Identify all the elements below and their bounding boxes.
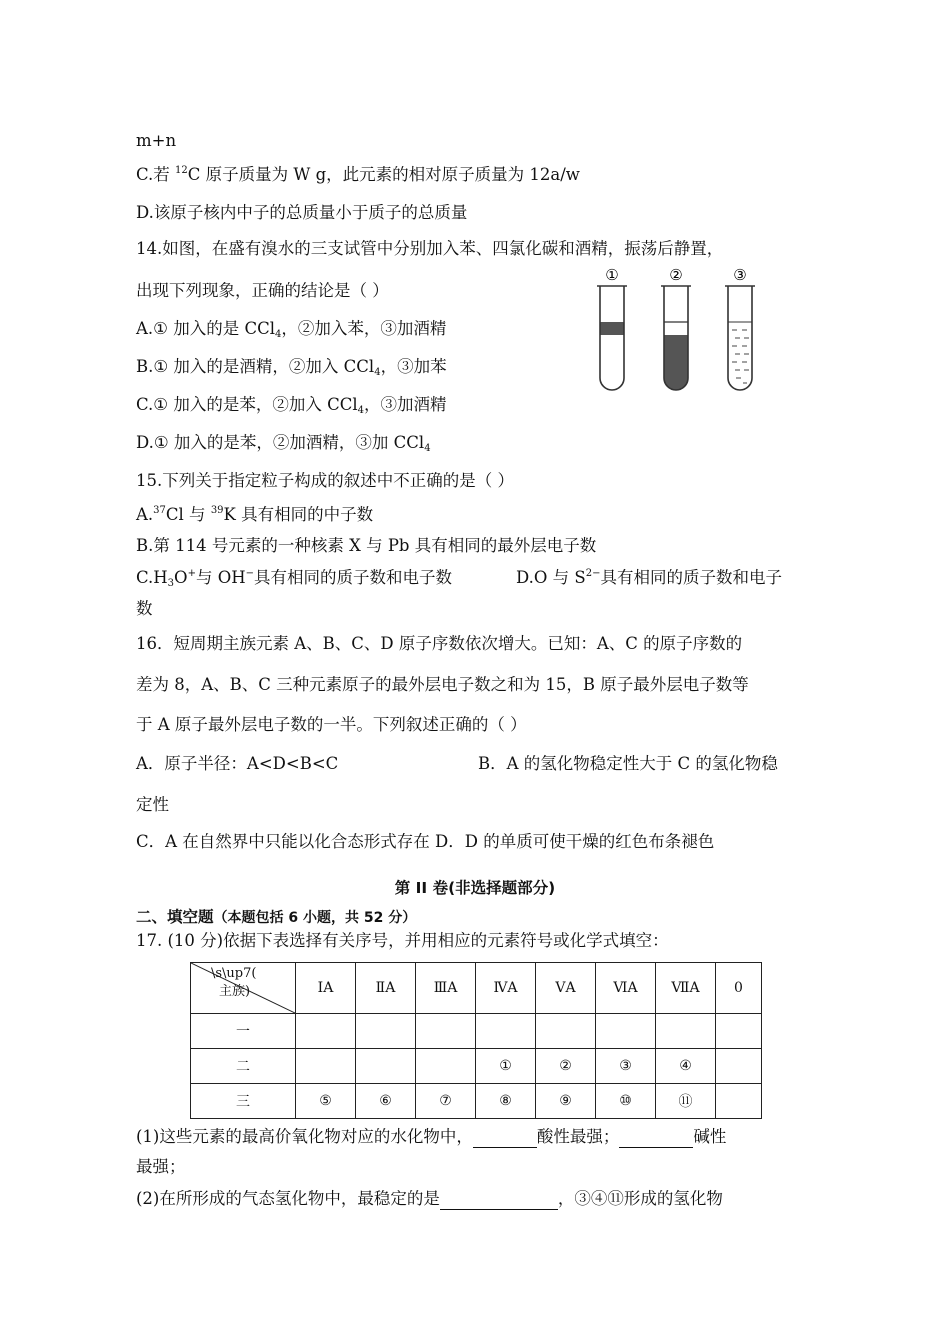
table-cell: ④: [656, 1049, 716, 1084]
section-fill-in: [136, 905, 416, 927]
table-cell: [416, 1049, 476, 1084]
table-row: [191, 1014, 762, 1049]
tube-label-2: ②: [669, 266, 683, 284]
table-cell: [476, 1014, 536, 1049]
q17-part2-line1: (2)在所形成的气态氢化物中，最稳定的是 ，③④⑪形成的氢化物: [136, 1189, 723, 1208]
q14-option-b: B.① 加入的是酒精，②加入 CCl$_4$，③加苯: [136, 357, 447, 378]
period-label: 三: [191, 1084, 296, 1119]
table-cell: ①: [476, 1049, 536, 1084]
q14-stem-line2: 出现下列现象，正确的结论是（ ）: [136, 281, 389, 300]
corner-top-text: \s\up7(: [211, 966, 257, 981]
table-cell: [656, 1014, 716, 1049]
part-ii-title: 第 II 卷(非选择题部分): [394, 879, 556, 897]
table-cell: ⑥: [356, 1084, 416, 1119]
section-note: （本题包括 6 小题，共 52 分）: [213, 910, 417, 926]
table-cell: [296, 1014, 356, 1049]
table-header-row: [191, 963, 762, 1014]
corner-bottom-text: 主族): [219, 984, 251, 999]
tube-label-3: ③: [733, 266, 747, 284]
header-0: 0: [716, 963, 762, 1014]
q16-option-a: A．原子半径：A<D<B<C: [136, 754, 339, 773]
q15-option-c: $C.H_3O^+$与 OH−具有相同的质子数和电子数: [136, 568, 453, 589]
table-cell: [596, 1014, 656, 1049]
periodic-table: [190, 962, 762, 1119]
table-cell: [296, 1049, 356, 1084]
fragment-mn: m+n: [136, 131, 177, 150]
q14-option-c: C.① 加入的是苯，②加入 CCl$_4$，③加酒精: [136, 395, 447, 416]
tube-3: [725, 286, 755, 390]
period-label: 一: [191, 1014, 296, 1049]
q13-option-d: D.该原子核内中子的总质量小于质子的总质量: [136, 203, 468, 222]
table-cell: ⑪: [656, 1084, 716, 1119]
header-5a: ⅤA: [536, 963, 596, 1014]
table-cell: ③: [596, 1049, 656, 1084]
table-cell: ②: [536, 1049, 596, 1084]
tube-2: [661, 286, 691, 390]
q16-stem-line3: 于 A 原子最外层电子数的一半。下列叙述正确的（ ）: [136, 715, 527, 734]
q16-options-c-d: C．A 在自然界中只能以化合态形式存在 D．D 的单质可使干燥的红色布条褪色: [136, 832, 715, 851]
table-row: [191, 1049, 762, 1084]
q16-stem-line2: 差为 8，A、B、C 三种元素原子的最外层电子数之和为 15，B 原子最外层电子数等: [136, 675, 749, 694]
header-4a: ⅣA: [476, 963, 536, 1014]
table-cell: [536, 1014, 596, 1049]
q13-option-c: C.若 $^{12}$C 原子质量为 W g，此元素的相对原子质量为 12a/w: [136, 165, 580, 184]
tube-1: [597, 286, 627, 390]
table-cell: [716, 1084, 762, 1119]
section-heading: 二、填空题: [136, 908, 214, 926]
table-cell: ⑨: [536, 1084, 596, 1119]
table-cell: [716, 1049, 762, 1084]
table-cell: ⑦: [416, 1084, 476, 1119]
table-cell: ⑤: [296, 1084, 356, 1119]
q14-stem-line1: 14.如图，在盛有溴水的三支试管中分别加入苯、四氯化碳和酒精，振荡后静置，: [136, 239, 724, 258]
answer-blank[interactable]: [473, 1131, 537, 1148]
q15-stem: 15.下列关于指定粒子构成的叙述中不正确的是（ ）: [136, 471, 514, 490]
period-label: 二: [191, 1049, 296, 1084]
q16-option-b-cont: 定性: [136, 795, 169, 814]
q15-option-d: D.O 与 $S^{2-}$具有相同的质子数和电子: [516, 568, 782, 587]
answer-blank[interactable]: [619, 1131, 693, 1148]
tube-label-1: ①: [605, 266, 619, 284]
test-tubes-figure: [588, 262, 768, 396]
q16-option-b: B．A 的氢化物稳定性大于 C 的氢化物稳: [478, 754, 778, 773]
header-2a: ⅡA: [356, 963, 416, 1014]
q15-option-d-cont: 数: [136, 599, 153, 618]
table-cell: [356, 1014, 416, 1049]
table-cell: [416, 1014, 476, 1049]
q17-part1-line2: 最强；: [136, 1157, 186, 1176]
q14-option-d: D.① 加入的是苯，②加酒精，③加 CCl$_4$: [136, 433, 431, 454]
q15-option-a: A.$^{37}$Cl 与 $^{39}$K 具有相同的中子数: [136, 505, 374, 524]
header-7a: ⅦA: [656, 963, 716, 1014]
header-1a: ⅠA: [296, 963, 356, 1014]
corner-cell: [191, 963, 296, 1014]
table-cell: [716, 1014, 762, 1049]
answer-blank[interactable]: [440, 1193, 558, 1210]
table-row: [191, 1084, 762, 1119]
q14-option-a: A.① 加入的是 CCl$_4$，②加入苯，③加酒精: [136, 319, 447, 340]
q17-part1-line1: (1)这些元素的最高价氧化物对应的水化物中， 酸性最强； 碱性: [136, 1127, 727, 1146]
table-cell: ⑧: [476, 1084, 536, 1119]
header-6a: ⅥA: [596, 963, 656, 1014]
q17-stem: 17. (10 分)依据下表选择有关序号，并用相应的元素符号或化学式填空：: [136, 931, 669, 950]
table-cell: ⑩: [596, 1084, 656, 1119]
q16-stem-line1: 16．短周期主族元素 A、B、C、D 原子序数依次增大。已知：A、C 的原子序数的: [136, 634, 743, 653]
table-cell: [356, 1049, 416, 1084]
q15-option-b: B.第 114 号元素的一种核素 X 与 Pb 具有相同的最外层电子数: [136, 536, 597, 555]
header-3a: ⅢA: [416, 963, 476, 1014]
